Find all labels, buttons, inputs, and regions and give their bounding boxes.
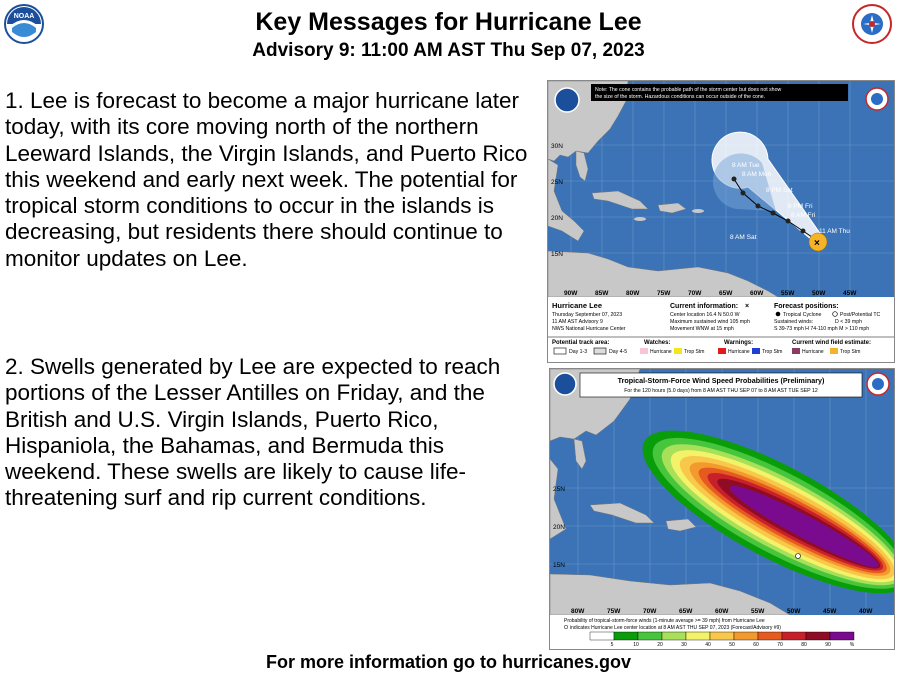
forecast-label-8pm-sat: 8 PM Sat — [766, 187, 793, 194]
scale-swatch — [758, 632, 782, 640]
forecast-cone-map — [547, 80, 895, 363]
warnings-title: Warnings: — [724, 340, 754, 346]
current-center-marker: × — [814, 238, 820, 249]
cone-note-line1: Note: The cone contains the probable path of the storm center but does not show — [595, 87, 782, 93]
prob-lon-70w: 70W — [643, 608, 657, 615]
prob-lon-40w: 40W — [859, 608, 873, 615]
scale-swatch — [686, 632, 710, 640]
advisory-date: Thursday September 07, 2023 — [552, 312, 623, 318]
lon-label-50w: 50W — [812, 290, 826, 297]
storm-name: Hurricane Lee — [552, 301, 603, 310]
lon-label-80w: 80W — [626, 290, 640, 297]
prob-lon-50w: 50W — [787, 608, 801, 615]
lon-label-75w: 75W — [657, 290, 671, 297]
prob-lon-55w: 55W — [751, 608, 765, 615]
prob-lon-80w: 80W — [571, 608, 585, 615]
nhc-name: NWS National Hurricane Center — [552, 326, 626, 332]
watch-hurricane-label: Hurricane — [650, 349, 672, 355]
scale-swatch — [710, 632, 734, 640]
d-threshold: D < 39 mph — [835, 319, 862, 325]
lat-label-25n: 25N — [551, 179, 563, 186]
prob-footer-line2: indicates Hurricane Lee center location at 8 AM AST THU SEP 07, 2023 (Forecast/Advisory #9) — [570, 625, 781, 631]
key-message-1: 1. Lee is forecast to become a major hurricane later today, with its core moving north of the northern Leeward Islands, the Virgin Islands, and Puerto Rico this weekend and early next week. The potential for tropical storm conditions to occur in the islands is decreasing, but residents there should continue to monitor updates on Lee. — [5, 88, 528, 271]
scale-label: 50 — [729, 642, 735, 648]
wind-field-tropstm-label: Trop Stm — [840, 349, 861, 355]
day13-label: Day 1-3 — [569, 349, 588, 355]
wind-probability-map — [549, 368, 895, 650]
cone-note-line2: the size of the storm. Hazardous conditions can occur outside of the cone. — [595, 94, 766, 100]
prob-lon-65w: 65W — [679, 608, 693, 615]
scale-swatch — [662, 632, 686, 640]
current-info-x-icon: × — [745, 303, 750, 310]
scale-swatch — [590, 632, 614, 640]
prob-lon-60w: 60W — [715, 608, 729, 615]
lon-label-90w: 90W — [564, 290, 578, 297]
scale-label: 10 — [633, 642, 639, 648]
scale-swatch — [830, 632, 854, 640]
scale-label: 60 — [753, 642, 759, 648]
advisory-number: 11 AM AST Advisory 9 — [552, 319, 603, 325]
lat-label-30n: 30N — [551, 143, 563, 150]
lon-label-55w: 55W — [781, 290, 795, 297]
forecast-label-tue: 8 AM Tue — [732, 162, 760, 169]
probability-color-scale — [590, 632, 854, 640]
lon-label-60w: 60W — [750, 290, 764, 297]
lon-label-65w: 65W — [719, 290, 733, 297]
lon-label-85w: 85W — [595, 290, 609, 297]
watch-tropstm-label: Trop Stm — [684, 349, 705, 355]
prob-map-title: Tropical-Storm-Force Wind Speed Probabilities (Preliminary) — [617, 376, 825, 385]
prob-lat-20n: 20N — [553, 524, 565, 531]
post-potential-icon — [833, 312, 838, 317]
page-title: Key Messages for Hurricane Lee — [255, 8, 642, 36]
advisory-subtitle: Advisory 9: 11:00 AM AST Thu Sep 07, 2023 — [252, 40, 645, 61]
svg-text:NOAA: NOAA — [13, 13, 35, 20]
tropical-cyclone-label: Tropical Cyclone — [783, 312, 822, 318]
map-noaa-logo — [555, 88, 579, 112]
post-potential-label: Post/Potential TC — [840, 312, 881, 318]
forecast-label-11am-thu: 11 AM Thu — [819, 228, 850, 235]
scale-label: % — [849, 642, 855, 648]
prob-map-noaa-logo — [554, 373, 576, 395]
prob-lon-75w: 75W — [607, 608, 621, 615]
prob-lat-25n: 25N — [553, 486, 565, 493]
scale-label: 20 — [657, 642, 663, 648]
warning-tropstm-label: Trop Stm — [762, 349, 783, 355]
scale-label: 30 — [681, 642, 687, 648]
day45-label: Day 4-5 — [609, 349, 628, 355]
watches-title: Watches: — [644, 340, 671, 346]
scale-label: 70 — [777, 642, 783, 648]
shm-thresholds: S 39-73 mph H 74-110 mph M > 110 mph — [774, 326, 870, 332]
key-message-2: 2. Swells generated by Lee are expected to reach portions of the Lesser Antilles on Friday, and the British and U.S. Virgin Islands, Puerto Rico, Hispaniola, the Bahamas, and Bermuda this weekend. These swells are likely to cause life-threatening surf and rip current conditions. — [5, 354, 501, 511]
lon-label-70w: 70W — [688, 290, 702, 297]
scale-label: 80 — [801, 642, 807, 648]
current-info-title: Current information: — [670, 303, 739, 310]
forecast-positions-title: Forecast positions: — [774, 303, 839, 310]
track-area-title: Potential track area: — [552, 340, 610, 346]
forecast-label-mon: 8 AM Mon — [742, 171, 772, 178]
warning-hurricane-label: Hurricane — [728, 349, 750, 355]
center-location: Center location 16.4 N 50.0 W — [670, 312, 740, 318]
scale-swatch — [614, 632, 638, 640]
footer-info: For more information go to hurricanes.gov — [265, 652, 632, 672]
scale-swatch — [734, 632, 758, 640]
forecast-label-8am-fri: 8 AM Fri — [791, 212, 816, 219]
scale-swatch — [782, 632, 806, 640]
lon-label-45w: 45W — [843, 290, 857, 297]
sustained-winds-label: Sustained winds: — [774, 319, 814, 325]
lee-center-marker — [796, 554, 801, 559]
forecast-label-8am-sat: 8 AM Sat — [730, 234, 757, 241]
scale-label: 90 — [825, 642, 831, 648]
prob-lon-45w: 45W — [823, 608, 837, 615]
scale-label: 5 — [610, 642, 614, 648]
scale-swatch — [806, 632, 830, 640]
prob-map-subtitle: For the 120 hours (5.0 days) from 8 AM AST THU SEP 07 to 8 AM AST TUE SEP 12 — [624, 388, 818, 394]
lat-label-20n: 20N — [551, 215, 563, 222]
prob-lat-15n: 15N — [553, 562, 565, 569]
scale-swatch — [638, 632, 662, 640]
wind-field-hurricane-label: Hurricane — [802, 349, 824, 355]
lat-label-15n: 15N — [551, 251, 563, 258]
wind-field-title: Current wind field estimate: — [792, 340, 872, 346]
max-wind: Maximum sustained wind 105 mph — [670, 319, 750, 325]
movement: Movement WNW at 15 mph — [670, 326, 734, 332]
scale-label: 40 — [705, 642, 711, 648]
tropical-cyclone-icon — [776, 312, 781, 317]
forecast-label-8pm-fri: 8 PM Fri — [788, 203, 813, 210]
prob-footer-line1: Probability of tropical-storm-force winds (1-minute average >= 39 mph) from Hurricane Lee — [564, 618, 765, 624]
